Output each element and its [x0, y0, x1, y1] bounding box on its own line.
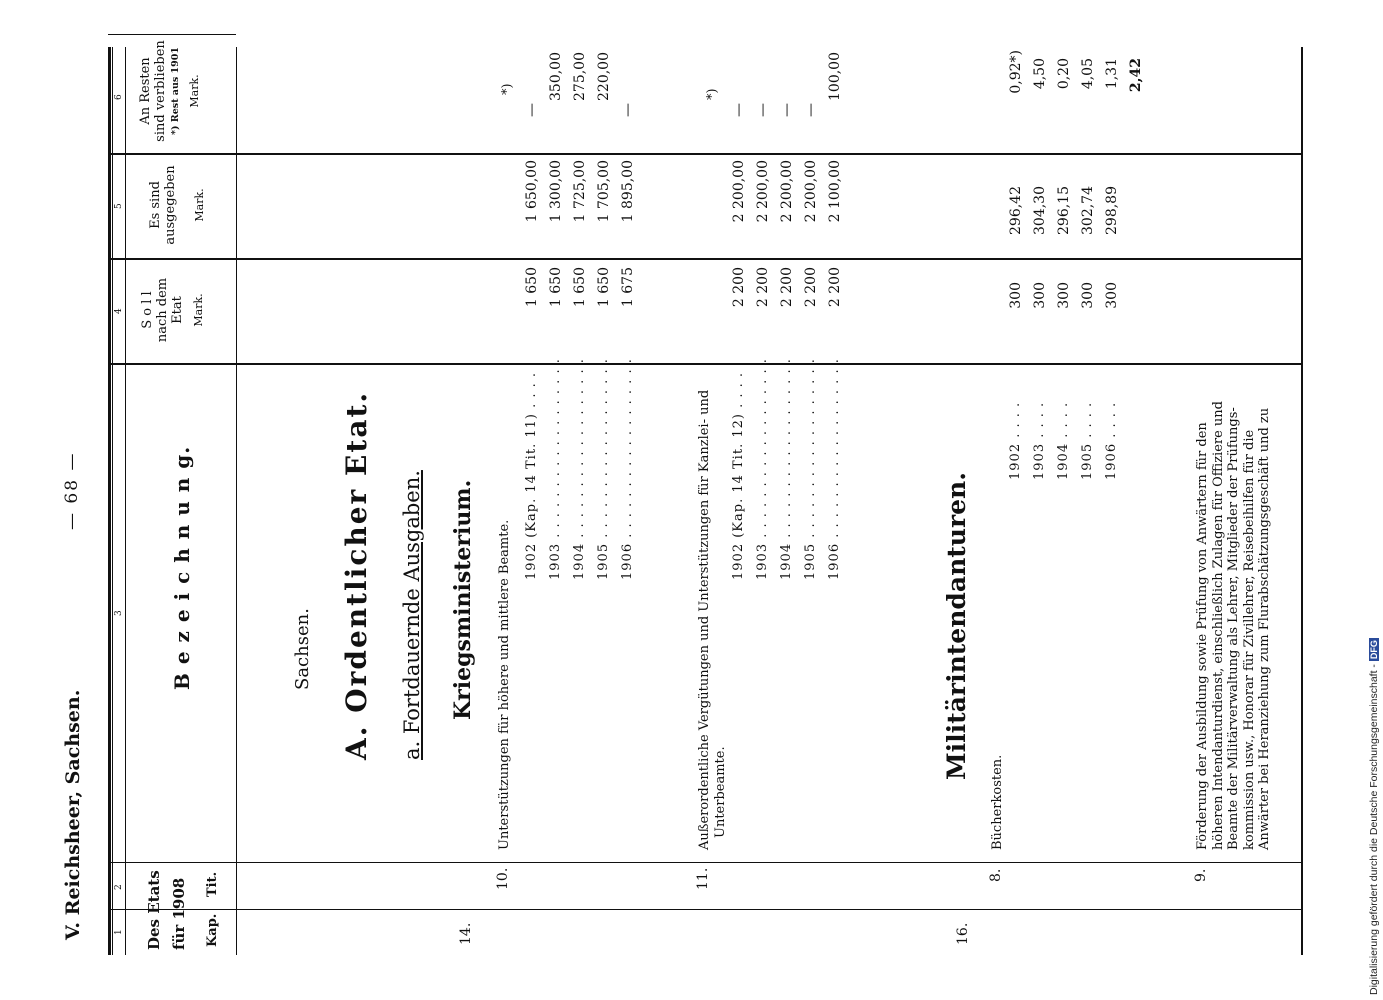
- header-ausgegeben: [148, 157, 207, 253]
- column-rule-3: [108, 363, 1303, 365]
- paragraph-line: höheren Intendanturdienst, einschließlich Zulagen für Offiziere und: [1210, 400, 1226, 850]
- column-number-rule: [125, 47, 126, 955]
- soll-value: 2 200: [779, 267, 795, 308]
- year-row-label: 1904 . . . . . . . . . . . . . . . . . .: [779, 358, 794, 580]
- soll-value: 1 675: [620, 267, 636, 308]
- rest-value: 1,31: [1104, 58, 1120, 90]
- ausgegeben-value: 1 705,00: [596, 160, 612, 223]
- rest-value: 0,20: [1056, 58, 1072, 90]
- footnote-mark: *): [705, 88, 720, 100]
- header-rest-line: sind verblieben: [153, 40, 168, 142]
- ausgegeben-value: 1 650,00: [524, 160, 540, 223]
- fortdauernde-ausgaben-heading: a. Fortdauernde Ausgaben.: [400, 470, 424, 760]
- header-aus-line: ausgegeben: [163, 165, 178, 245]
- header-rest-note: *) Rest aus 1901: [170, 47, 181, 135]
- running-header: V. Reichsheer, Sachsen.: [62, 689, 84, 940]
- header-soll-line: S o l l: [140, 291, 155, 329]
- ausgegeben-value: 1 895,00: [620, 160, 636, 223]
- year-row-label: 1905 . . . . . . . . . . . . . . . . . .: [803, 358, 818, 580]
- soll-value: 300: [1008, 282, 1024, 309]
- ausgegeben-value: 1 300,00: [548, 160, 564, 223]
- digitization-credit: [1368, 0, 1382, 995]
- header-aus-line: Es sind: [148, 181, 163, 229]
- header-tit: Tit.: [205, 871, 220, 897]
- soll-value: 1 650: [548, 267, 564, 308]
- rest-value: —: [803, 103, 819, 117]
- ausgegeben-value: 302,74: [1080, 186, 1096, 235]
- rest-value: —: [779, 103, 795, 117]
- header-unit: Mark.: [188, 74, 201, 108]
- dfg-logo-icon: DFG: [1369, 640, 1379, 660]
- ausgegeben-value: 2 200,00: [755, 160, 771, 223]
- rest-value: 0,92*): [1008, 50, 1024, 94]
- year-row-label: 1906 . . . . . . . . . . . . . . . . . .: [827, 358, 842, 580]
- soll-value: 2 200: [827, 267, 843, 308]
- rest-value: —: [620, 103, 636, 117]
- paragraph-line: Anwärter bei Heranziehung zum Flurabschätzungsgeschäft und zu: [1257, 407, 1272, 850]
- tit-number: 8.: [988, 868, 1004, 882]
- year-row-label: 1903 . . . . . . . . . . . . . . . . . .: [548, 358, 563, 580]
- soll-value: 300: [1080, 282, 1096, 309]
- header-soll-line: Etat: [170, 296, 185, 324]
- year-row-label: 1906 . . . .: [1104, 401, 1119, 480]
- rest-value: 4,05: [1080, 58, 1096, 90]
- year-row-label: 1906 . . . . . . . . . . . . . . . . . .: [620, 358, 635, 580]
- ausgegeben-value: 296,15: [1056, 186, 1072, 235]
- column-rule-1: [108, 909, 1303, 910]
- column-number: 1: [114, 929, 124, 935]
- rest-value: 4,50: [1032, 58, 1048, 90]
- rest-value: 100,00: [827, 52, 843, 101]
- ausgegeben-value: 298,89: [1104, 186, 1120, 235]
- header-rest-line: An Resten: [138, 57, 153, 125]
- kap-number: 14.: [458, 922, 474, 945]
- table-right-rule: [1301, 47, 1303, 955]
- rest-value: 275,00: [572, 52, 588, 101]
- soll-value: 300: [1032, 282, 1048, 309]
- rest-value: 2,42: [1128, 58, 1144, 93]
- soll-value: 300: [1104, 282, 1120, 309]
- soll-value: 2 200: [731, 267, 747, 308]
- land-heading: Sachsen.: [292, 608, 313, 690]
- ordentlicher-etat-heading: A. Ordentlicher Etat.: [340, 390, 373, 760]
- tit-number: 10.: [495, 867, 511, 890]
- ausgegeben-value: 304,30: [1032, 186, 1048, 235]
- column-number: 5: [114, 203, 124, 209]
- column-number: 2: [114, 884, 124, 890]
- paragraph-line: Beamte der Militärverwaltung als Lehrer, Mitglieder der Prüfungs-: [1226, 407, 1241, 850]
- year-row-label: 1903 . . . . . . . . . . . . . . . . . .: [755, 358, 770, 580]
- header-etat-line2: für 1908: [170, 877, 188, 950]
- tit-description: Bücherkosten.: [990, 754, 1005, 850]
- table-top-rule: [108, 47, 111, 955]
- rest-value: —: [731, 103, 747, 117]
- soll-value: 1 650: [596, 267, 612, 308]
- paragraph-line: kommission usw., Honorar für Zivillehrer, Reisebeihilfen für die: [1241, 429, 1257, 850]
- ausgegeben-value: 2 200,00: [731, 160, 747, 223]
- header-unit: Mark.: [193, 188, 206, 222]
- soll-value: 1 650: [572, 267, 588, 308]
- footnote-mark: *): [500, 83, 515, 95]
- soll-value: 300: [1056, 282, 1072, 309]
- year-row-label: 1904 . . . .: [1056, 401, 1071, 480]
- column-rule-5: [108, 153, 1303, 155]
- tit-description: Unterstützungen für höhere und mittlere Beamte.: [497, 519, 512, 850]
- tit-number: 9.: [1193, 868, 1209, 882]
- kap-number: 16.: [955, 922, 971, 945]
- year-row-label: 1902 (Kap. 14 Tit. 12) . . . .: [731, 371, 746, 580]
- year-row-label: 1905 . . . .: [1080, 401, 1095, 480]
- page-number: — 68 —: [62, 451, 82, 530]
- soll-value: 2 200: [755, 267, 771, 308]
- year-row-label: 1903 . . . .: [1032, 401, 1047, 480]
- header-soll: [140, 262, 206, 358]
- header-bottom-rule: [236, 47, 237, 955]
- soll-value: 1 650: [524, 267, 540, 308]
- column-number: 6: [114, 94, 124, 100]
- kriegsministerium-heading: Kriegsministerium.: [450, 479, 476, 720]
- column-rule-2: [108, 862, 1303, 863]
- header-unit: Mark.: [192, 293, 205, 327]
- rest-value: 220,00: [596, 52, 612, 101]
- tit-paragraph: [1195, 130, 1273, 850]
- year-row-label: 1902 . . . .: [1008, 401, 1023, 480]
- header-etat-line1: Des Etats: [145, 870, 163, 950]
- ausgegeben-value: 296,42: [1008, 186, 1024, 235]
- rest-value: 350,00: [548, 52, 564, 101]
- ausgegeben-value: 2 200,00: [779, 160, 795, 223]
- paragraph-line: Förderung der Ausbildung sowie Prüfung von Anwärtern für den: [1195, 422, 1210, 850]
- year-row-label: 1902 (Kap. 14 Tit. 11) . . . .: [524, 371, 539, 580]
- year-row-label: 1905 . . . . . . . . . . . . . . . . . .: [596, 358, 611, 580]
- tit-description-cont: Unterbeamte.: [713, 746, 728, 838]
- rest-value: —: [524, 103, 540, 117]
- column-number: 4: [114, 308, 124, 314]
- ausgegeben-value: 1 725,00: [572, 160, 588, 223]
- header-reste: [138, 32, 202, 150]
- credit-text: Digitalisierung gefördert durch die Deutsche Forschungsgemeinschaft -: [1368, 664, 1380, 995]
- rest-value: —: [755, 103, 771, 117]
- header-bezeichnung: B e z e i c h n u n g.: [170, 445, 194, 690]
- militaerintendanturen-heading: Militärintendanturen.: [942, 472, 971, 780]
- year-row-label: 1904 . . . . . . . . . . . . . . . . . .: [572, 358, 587, 580]
- tit-description: Außerordentliche Vergütungen und Unterstützungen für Kanzlei- und: [697, 389, 712, 850]
- ausgegeben-value: 2 100,00: [827, 160, 843, 223]
- table-top-rule-thin: [112, 47, 113, 955]
- header-soll-line: nach dem: [155, 277, 170, 343]
- column-rule-4: [108, 258, 1303, 260]
- column-number: 3: [114, 610, 124, 616]
- tit-number: 11.: [695, 867, 711, 890]
- header-kap: Kap.: [205, 913, 220, 947]
- soll-value: 2 200: [803, 267, 819, 308]
- ausgegeben-value: 2 200,00: [803, 160, 819, 223]
